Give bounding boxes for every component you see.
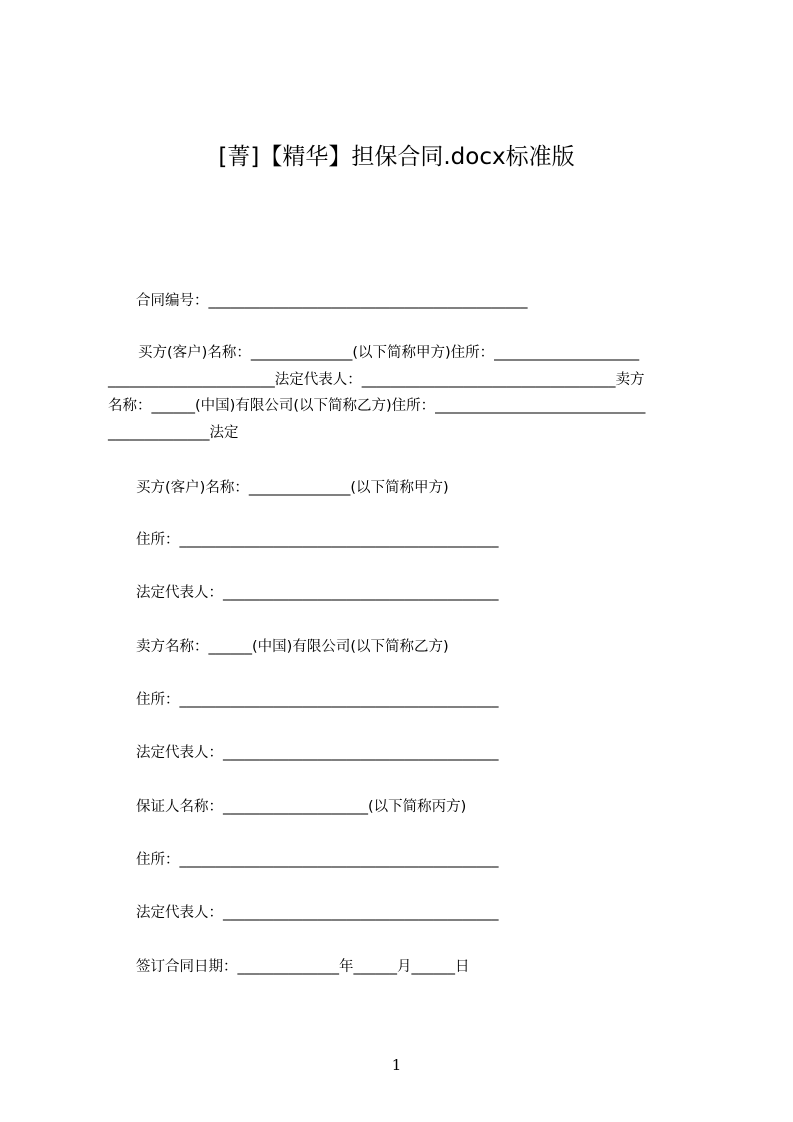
summary-line-3: 名称：______(中国)有限公司(以下简称乙方)住所：_____________________________ (108, 398, 646, 415)
sign-date-line: 签订合同日期：______________年______月______日 (136, 959, 470, 975)
buyer-address-line: 住所：____________________________________________ (136, 532, 499, 548)
buyer-name-line: 买方(客户)名称：______________(以下简称甲方) (136, 480, 449, 496)
buyer-representative-line: 法定代表人：______________________________________ (136, 585, 499, 601)
summary-line-2: _______________________法定代表人：___________________________________卖方 (108, 371, 645, 388)
summary-line-1: 买方(客户)名称：______________(以下简称甲方)住所：____________________ (138, 345, 640, 361)
contract-number-line: 合同编号：____________________________________________ (136, 293, 528, 309)
summary-line-4: ______________法定 (108, 425, 239, 442)
document-title: [菁]【精华】担保合同.docx标准版 (218, 144, 575, 170)
guarantor-name-line: 保证人名称：____________________(以下简称丙方) (136, 799, 467, 815)
summary-paragraph (108, 340, 708, 447)
seller-name-line: 卖方名称：______(中国)有限公司(以下简称乙方) (136, 639, 449, 655)
guarantor-address-line: 住所：____________________________________________ (136, 852, 499, 868)
guarantor-representative-line: 法定代表人：______________________________________ (136, 905, 499, 921)
seller-address-line: 住所：____________________________________________ (136, 692, 499, 708)
page-number: 1 (391, 1056, 402, 1074)
seller-representative-line: 法定代表人：______________________________________ (136, 745, 499, 761)
